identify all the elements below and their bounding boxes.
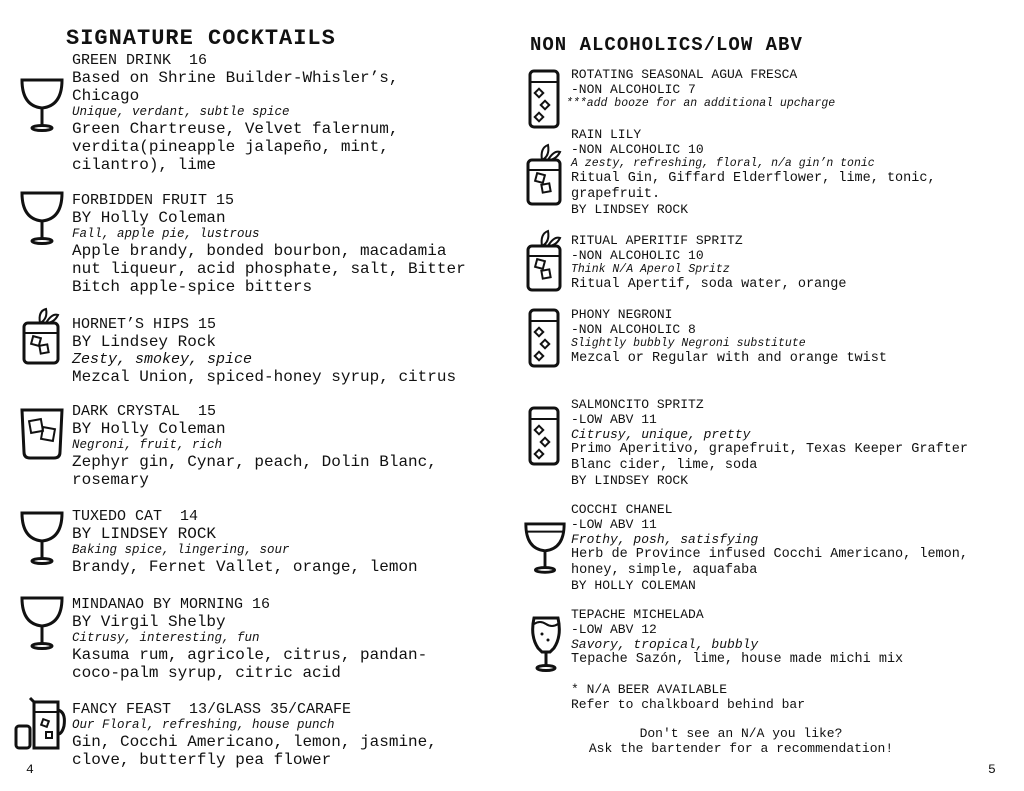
item-title: HORNET’S HIPS 15	[72, 316, 217, 333]
item-subtitle: -LOW ABV 11	[571, 517, 657, 532]
highball-garnish-icon	[524, 142, 564, 206]
item-credit: BY LINDSEY ROCK	[571, 202, 689, 217]
item-ingredients: grapefruit.	[571, 186, 661, 202]
note-line: Refer to chalkboard behind bar	[571, 697, 806, 712]
item-ingredients: Ritual Apertif, soda water, orange	[571, 277, 847, 292]
menu-item	[571, 307, 1016, 367]
item-subtitle: BY LINDSEY ROCK	[72, 525, 217, 543]
item-description: Negroni, fruit, rich	[72, 438, 223, 452]
item-ingredients: Primo Aperitivo, grapefruit, Texas Keeper Grafter	[571, 442, 968, 457]
item-description: Baking spice, lingering, sour	[72, 543, 290, 557]
item-description: Citrusy, unique, pretty	[571, 427, 751, 442]
item-subtitle: BY Holly Coleman	[72, 420, 226, 438]
tall-glass-icon	[526, 68, 562, 130]
item-ingredients: Ritual Gin, Giffard Elderflower, lime, tonic,	[571, 171, 936, 186]
item-subtitle: Chicago	[72, 87, 140, 105]
item-ingredients: Mezcal Union, spiced-honey syrup, citrus	[72, 368, 457, 386]
item-credit: BY LINDSEY ROCK	[571, 473, 689, 488]
beer-tulip-icon	[526, 612, 566, 674]
item-title: RAIN LILY	[571, 127, 642, 142]
note-line: * N/A BEER AVAILABLE	[571, 682, 728, 697]
item-ingredients: Mezcal or Regular with and orange twist	[571, 351, 887, 366]
item-ingredients: Zephyr gin, Cynar, peach, Dolin Blanc,	[72, 453, 437, 471]
item-ingredients: nut liqueur, acid phosphate, salt, Bitter	[72, 260, 466, 278]
menu-item	[571, 233, 1016, 293]
item-subtitle: BY Holly Coleman	[72, 209, 226, 227]
item-ingredients: Apple brandy, bonded bourbon, macadamia	[72, 242, 447, 260]
item-ingredients: cilantro), lime	[72, 156, 217, 174]
menu-item	[571, 607, 1016, 668]
item-description: Think N/A Aperol Spritz	[571, 263, 730, 276]
item-title: PHONY NEGRONI	[571, 307, 673, 322]
item-subtitle: -NON ALCOHOLIC 7	[571, 82, 696, 97]
item-title: ROTATING SEASONAL AGUA FRESCA	[571, 67, 798, 82]
item-description: Unique, verdant, subtle spice	[72, 105, 290, 119]
highball-garnish-icon	[524, 228, 564, 292]
item-ingredients: Blanc cider, lime, soda	[571, 457, 758, 473]
item-ingredients: verdita(pineapple jalapeño, mint,	[72, 138, 389, 156]
footer-line: Don't see an N/A you like?	[639, 726, 843, 741]
item-ingredients: Green Chartreuse, Velvet falernum,	[72, 120, 399, 138]
item-title: FORBIDDEN FRUIT 15	[72, 192, 235, 209]
menu-item	[571, 127, 1016, 217]
item-ingredients: Herb de Province infused Cocchi Americano, lemon,	[571, 547, 968, 562]
item-ingredients: Kasuma rum, agricole, citrus, pandan-	[72, 646, 428, 664]
item-subtitle: BY Lindsey Rock	[72, 333, 217, 351]
menu-item	[571, 502, 1016, 593]
item-ingredients: Tepache Sazón, lime, house made michi mix	[571, 652, 904, 667]
item-description: Frothy, posh, satisfying	[571, 532, 759, 547]
item-subtitle: BY Virgil Shelby	[72, 613, 226, 631]
item-description: A zesty, refreshing, floral, n/a gin’n tonic	[571, 157, 875, 170]
page-number: 4	[26, 762, 34, 777]
menu-item	[566, 67, 1016, 111]
page-title: SIGNATURE COCKTAILS	[66, 26, 336, 51]
item-ingredients: rosemary	[72, 471, 149, 489]
item-subtitle: Based on Shrine Builder-Whisler’s,	[72, 69, 399, 87]
item-ingredients: clove, butterfly pea flower	[72, 751, 332, 769]
item-description: Slightly bubbly Negroni substitute	[571, 337, 806, 350]
item-subtitle: -NON ALCOHOLIC 10	[571, 248, 704, 263]
item-title: COCCHI CHANEL	[571, 502, 673, 517]
item-subtitle: -LOW ABV 11	[571, 412, 657, 427]
footer-line: Ask the bartender for a recommendation!	[588, 741, 894, 756]
item-description: Fall, apple pie, lustrous	[72, 227, 260, 241]
item-title: TUXEDO CAT 14	[72, 508, 199, 525]
menu-item	[571, 397, 1016, 488]
item-description: Zesty, smokey, spice	[72, 351, 253, 368]
item-title: SALMONCITO SPRITZ	[571, 397, 704, 412]
item-ingredients: coco-palm syrup, citric acid	[72, 664, 341, 682]
item-title: RITUAL APERITIF SPRITZ	[571, 233, 743, 248]
note	[571, 682, 1016, 712]
page-title: NON ALCOHOLICS/LOW ABV	[530, 34, 803, 56]
item-subtitle: -NON ALCOHOLIC 8	[571, 322, 696, 337]
page-number: 5	[988, 762, 996, 777]
item-ingredients: Bitch apple-spice bitters	[72, 278, 313, 296]
item-ingredients: Brandy, Fernet Vallet, orange, lemon	[72, 558, 418, 576]
item-ingredients: Gin, Cocchi Americano, lemon, jasmine,	[72, 733, 437, 751]
item-description: ***add booze for an additional upcharge	[566, 97, 836, 110]
item-description: Savory, tropical, bubbly	[571, 637, 759, 652]
item-ingredients: honey, simple, aquafaba	[571, 562, 758, 578]
item-credit: BY HOLLY COLEMAN	[571, 578, 696, 593]
tall-glass-icon	[526, 307, 562, 369]
item-title: TEPACHE MICHELADA	[571, 607, 704, 622]
item-title: MINDANAO BY MORNING 16	[72, 596, 271, 613]
coupe-glass-icon	[522, 515, 568, 577]
tall-glass-icon	[526, 405, 562, 467]
item-subtitle: -NON ALCOHOLIC 10	[571, 142, 704, 157]
footer-note	[571, 726, 911, 756]
item-title: GREEN DRINK 16	[72, 52, 208, 69]
item-description: Our Floral, refreshing, house punch	[72, 718, 335, 732]
item-subtitle: -LOW ABV 12	[571, 622, 657, 637]
item-title: FANCY FEAST 13/GLASS 35/CARAFE	[72, 701, 352, 718]
item-title: DARK CRYSTAL 15	[72, 403, 217, 420]
item-description: Citrusy, interesting, fun	[72, 631, 260, 645]
